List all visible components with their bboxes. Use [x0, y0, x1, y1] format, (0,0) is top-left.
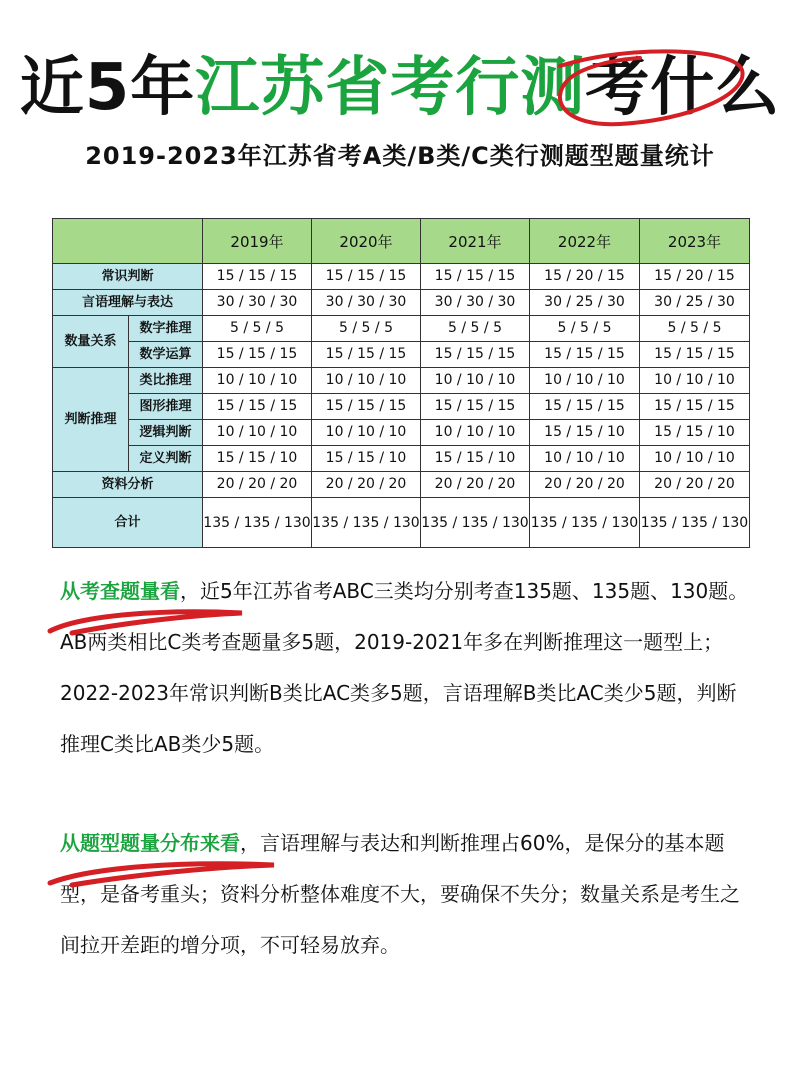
category-label: 常识判断	[53, 264, 203, 290]
total-value-cell: 135 / 135 / 130	[421, 498, 530, 548]
value-cell: 15 / 15 / 10	[640, 420, 750, 446]
table-row	[53, 368, 750, 394]
value-cell: 15 / 15 / 15	[421, 264, 530, 290]
value-cell: 5 / 5 / 5	[421, 316, 530, 342]
title-part-1: 近5年	[19, 51, 196, 125]
group-label: 数量关系	[53, 316, 129, 368]
value-cell: 15 / 15 / 15	[421, 342, 530, 368]
value-cell: 15 / 20 / 15	[640, 264, 750, 290]
table-row	[53, 446, 750, 472]
value-cell: 15 / 15 / 15	[640, 394, 750, 420]
value-cell: 15 / 20 / 15	[530, 264, 640, 290]
value-cell: 10 / 10 / 10	[640, 446, 750, 472]
value-cell: 15 / 15 / 15	[312, 264, 421, 290]
total-value-cell: 135 / 135 / 130	[640, 498, 750, 548]
value-cell: 30 / 25 / 30	[640, 290, 750, 316]
table-row	[53, 264, 750, 290]
paragraph-lead	[60, 566, 180, 617]
red-underline-swash-icon	[42, 857, 282, 891]
total-value-cell: 135 / 135 / 130	[312, 498, 421, 548]
value-cell: 15 / 15 / 15	[530, 342, 640, 368]
lead-text: 从题型题量分布来看	[60, 831, 240, 855]
value-cell: 15 / 15 / 15	[203, 342, 312, 368]
value-cell: 30 / 25 / 30	[530, 290, 640, 316]
red-underline-swash-icon	[42, 605, 252, 639]
subcategory-label: 类比推理	[129, 368, 203, 394]
paragraph-body: ，言语理解与表达和判断推理占60%，是保分的基本题型，是备考重头；资料分析整体难度不大，要确保不失分；数量关系是考生之间拉开差距的增分项，不可轻易放弃。	[60, 831, 740, 957]
value-cell: 10 / 10 / 10	[203, 420, 312, 446]
title-part-3: 考什么	[585, 51, 781, 125]
table-row	[53, 420, 750, 446]
value-cell: 20 / 20 / 20	[312, 472, 421, 498]
subcategory-label: 数学运算	[129, 342, 203, 368]
value-cell: 5 / 5 / 5	[530, 316, 640, 342]
page-title	[0, 42, 800, 134]
value-cell: 10 / 10 / 10	[421, 420, 530, 446]
category-label: 资料分析	[53, 472, 203, 498]
paragraph-lead	[60, 818, 240, 869]
header-year: 2022年	[530, 219, 640, 264]
total-value-cell: 135 / 135 / 130	[530, 498, 640, 548]
table-row	[53, 394, 750, 420]
header-year: 2023年	[640, 219, 750, 264]
header-year: 2019年	[203, 219, 312, 264]
value-cell: 5 / 5 / 5	[640, 316, 750, 342]
value-cell: 30 / 30 / 30	[421, 290, 530, 316]
question-stats-table	[52, 218, 750, 548]
value-cell: 5 / 5 / 5	[203, 316, 312, 342]
value-cell: 10 / 10 / 10	[530, 368, 640, 394]
value-cell: 10 / 10 / 10	[312, 368, 421, 394]
paragraph-question-count	[60, 566, 750, 770]
value-cell: 5 / 5 / 5	[312, 316, 421, 342]
table-row	[53, 342, 750, 368]
paragraph-type-distribution	[60, 818, 750, 971]
title-area	[0, 42, 800, 142]
value-cell: 10 / 10 / 10	[203, 368, 312, 394]
value-cell: 30 / 30 / 30	[203, 290, 312, 316]
table-total-row	[53, 498, 750, 548]
category-label: 言语理解与表达	[53, 290, 203, 316]
paragraph-body: ，近5年江苏省考ABC三类均分别考查135题、135题、130题。AB两类相比C类考查题量多5题，2019-2021年多在判断推理这一题型上；2022-2023年常识判断B类比AC类多5题，言语理解B类比AC类少5题，判断推理C类比AB类少5题。	[60, 579, 749, 756]
value-cell: 30 / 30 / 30	[312, 290, 421, 316]
header-year: 2021年	[421, 219, 530, 264]
value-cell: 15 / 15 / 10	[203, 446, 312, 472]
value-cell: 15 / 15 / 15	[312, 394, 421, 420]
value-cell: 15 / 15 / 15	[640, 342, 750, 368]
value-cell: 15 / 15 / 15	[312, 342, 421, 368]
value-cell: 20 / 20 / 20	[421, 472, 530, 498]
value-cell: 15 / 15 / 15	[203, 264, 312, 290]
table-row	[53, 290, 750, 316]
header-empty-cell	[53, 219, 203, 264]
subcategory-label: 定义判断	[129, 446, 203, 472]
group-label: 判断推理	[53, 368, 129, 472]
value-cell: 15 / 15 / 15	[530, 394, 640, 420]
total-value-cell: 135 / 135 / 130	[203, 498, 312, 548]
value-cell: 20 / 20 / 20	[530, 472, 640, 498]
value-cell: 15 / 15 / 10	[530, 420, 640, 446]
total-label: 合计	[53, 498, 203, 548]
value-cell: 10 / 10 / 10	[640, 368, 750, 394]
value-cell: 15 / 15 / 15	[203, 394, 312, 420]
subtitle: 2019-2023年江苏省考A类/B类/C类行测题型题量统计	[85, 142, 715, 170]
subcategory-label: 图形推理	[129, 394, 203, 420]
value-cell: 10 / 10 / 10	[312, 420, 421, 446]
lead-text: 从考查题量看	[60, 579, 180, 603]
table-row	[53, 472, 750, 498]
table-header-row	[53, 219, 750, 264]
value-cell: 10 / 10 / 10	[421, 368, 530, 394]
value-cell: 15 / 15 / 10	[421, 446, 530, 472]
title-part-2: 江苏省考行测	[195, 51, 586, 125]
value-cell: 10 / 10 / 10	[530, 446, 640, 472]
value-cell: 15 / 15 / 10	[312, 446, 421, 472]
value-cell: 20 / 20 / 20	[640, 472, 750, 498]
subcategory-label: 逻辑判断	[129, 420, 203, 446]
subcategory-label: 数字推理	[129, 316, 203, 342]
table-row	[53, 316, 750, 342]
value-cell: 20 / 20 / 20	[203, 472, 312, 498]
header-year: 2020年	[312, 219, 421, 264]
value-cell: 15 / 15 / 15	[421, 394, 530, 420]
